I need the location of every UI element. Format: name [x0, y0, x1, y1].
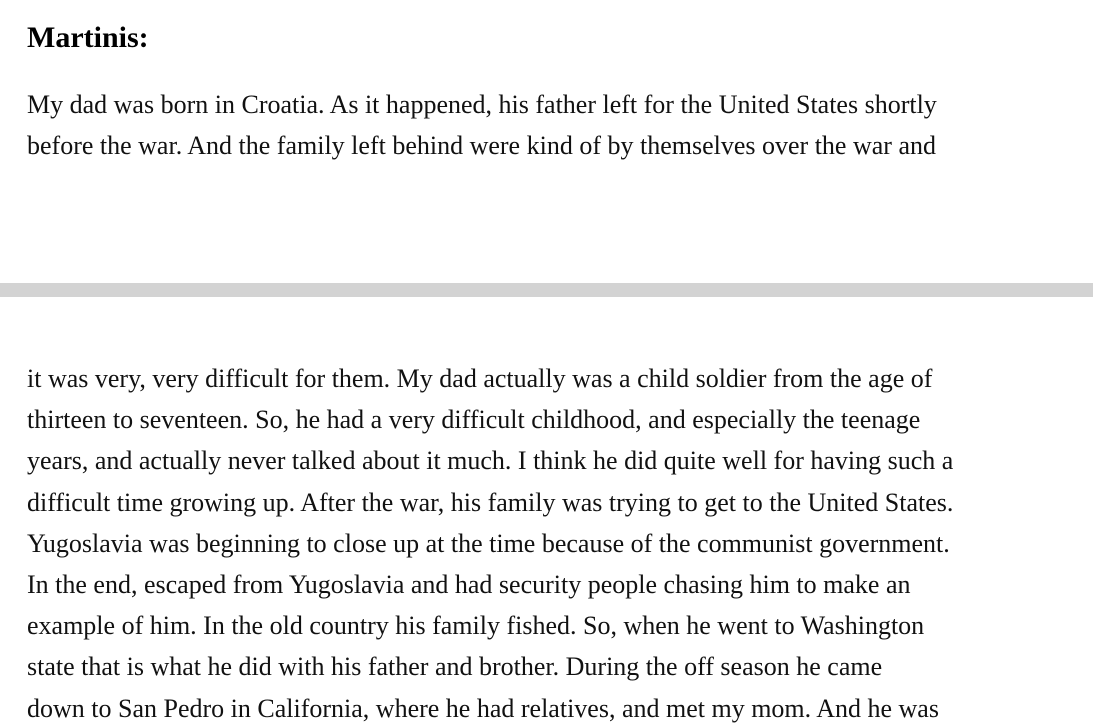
text-line: state that is what he did with his father and brother. During the off season he came — [27, 652, 883, 682]
document-page-bottom — [0, 297, 1093, 726]
paragraph-bottom — [27, 358, 1077, 726]
text-line: thirteen to seventeen. So, he had a very difficult childhood, and especially the teenage — [27, 405, 921, 435]
text-line: down to San Pedro in California, where he had relatives, and met my mom. And he was — [27, 693, 939, 723]
text-line: example of him. In the old country his family fished. So, when he went to Washington — [27, 611, 925, 641]
text-line: In the end, escaped from Yugoslavia and had security people chasing him to make an — [27, 570, 911, 600]
text-line: years, and actually never talked about it much. I think he did quite well for having such a — [27, 446, 954, 476]
text-line: My dad was born in Croatia. As it happened, his father left for the United States shortly — [27, 90, 937, 119]
text-line: Yugoslavia was beginning to close up at the time because of the communist government. — [27, 528, 950, 558]
text-line: it was very, very difficult for them. My dad actually was a child soldier from the age of — [27, 364, 933, 393]
page-separator — [0, 283, 1093, 297]
paragraph-top — [27, 84, 1077, 166]
text-line: before the war. And the family left behind were kind of by themselves over the war and — [27, 131, 936, 161]
text-line: difficult time growing up. After the war, his family was trying to get to the United States. — [27, 487, 954, 517]
speaker-label: Martinis: — [27, 21, 149, 54]
document-page-top — [0, 0, 1093, 283]
